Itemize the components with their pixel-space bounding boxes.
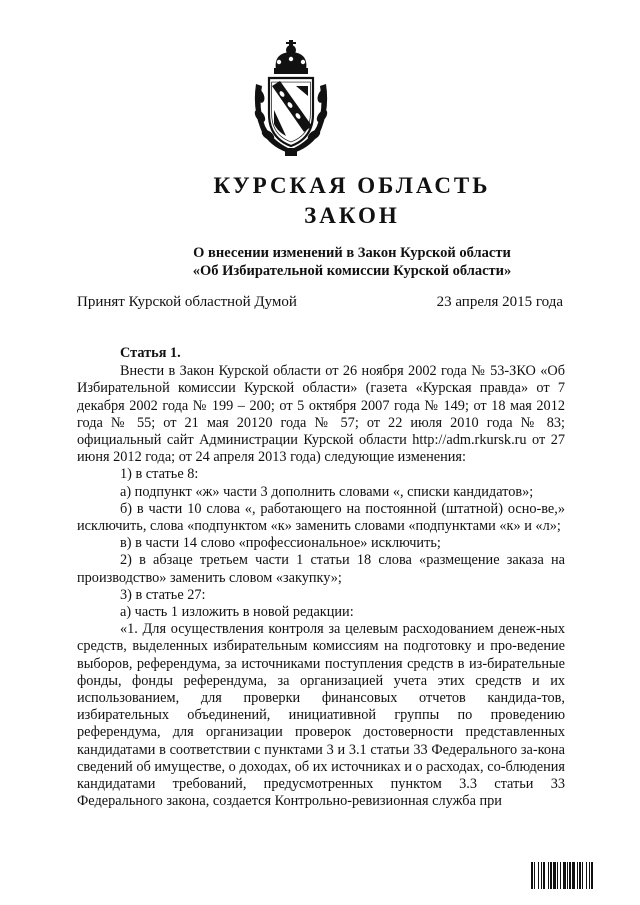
article-paragraph: в) в части 14 слово «профессиональное» исключить; bbox=[120, 535, 441, 552]
article-paragraph: 1) в статье 8: bbox=[120, 466, 199, 483]
barcode-image bbox=[531, 862, 625, 889]
adoption-date: 23 апреля 2015 года bbox=[436, 294, 563, 310]
article-paragraph: 2) в абзаце третьем части 1 статьи 18 слова «размещение заказа на производство» заменить словом «закупку»; bbox=[77, 552, 565, 586]
article-paragraph: а) подпункт «ж» части 3 дополнить словами «, списки кандидатов»; bbox=[120, 483, 534, 500]
article-heading: Статья 1. bbox=[120, 345, 181, 361]
law-title-line: «Об Избирательной комиссии Курской области» bbox=[192, 263, 512, 279]
article-paragraph: Внести в Закон Курской области от 26 ноября 2002 года № 53-ЗКО «Об Избирательной комиссии Курской области» (газета «Курская правда» от 7 декабря 2002 года № 199 – 200; от 5 октября 2007 года № 149; от 18 мая 2012 года № 55; от 21 мая 20120 года № 57; от 22 июля 2010 года № 83; официальный сайт Администрации Курской области http://adm.rkursk.ru от 27 июня 2012 года; от 24 апреля 2013 года) следующие изменения: bbox=[77, 363, 565, 466]
law-title bbox=[0, 244, 640, 280]
law-title-line: О внесении изменений в Закон Курской области bbox=[193, 245, 511, 261]
article-paragraph: а) часть 1 изложить в новой редакции: bbox=[120, 604, 354, 621]
region-heading: КУРСКАЯ ОБЛАСТЬ bbox=[213, 173, 491, 198]
adopted-by: Принят Курской областной Думой bbox=[77, 294, 297, 310]
article-paragraph: «1. Для осуществления контроля за целевым расходованием денеж-ных средств, выделенных избирательным комиссиям на подготовку и про-ведение выборов, референдума, за источниками поступления средств в из-бирательные фонды, фонды референдума, за организацией учета этих средств и их использованием, для проверки финансовых отчетов кандида-тов, избирательных объединений, инициативной группы по проведению референдума, для организации проверок достоверности представленных кандидатами в соответствии с пунктами 3 и 3.1 статьи 33 Федерального за-кона сведений об имуществе, о доходах, об их источниках и о расходах, со-блюдения кандидатами требований, предусмотренных пунктом 3.3 статьи 33 Федерального закона, создается Контрольно-ревизионная служба при bbox=[77, 621, 565, 810]
article-paragraph: б) в части 10 слова «, работающего на постоянной (штатной) осно-ве,» исключить, слова «подпунктом «к» заменить словами «подпунктами «к» и «л»; bbox=[77, 500, 565, 535]
article-paragraph: 3) в статье 27: bbox=[120, 586, 206, 603]
article-body bbox=[77, 345, 565, 810]
document-type-heading: ЗАКОН bbox=[304, 203, 400, 228]
coat-of-arms-emblem bbox=[252, 40, 330, 160]
